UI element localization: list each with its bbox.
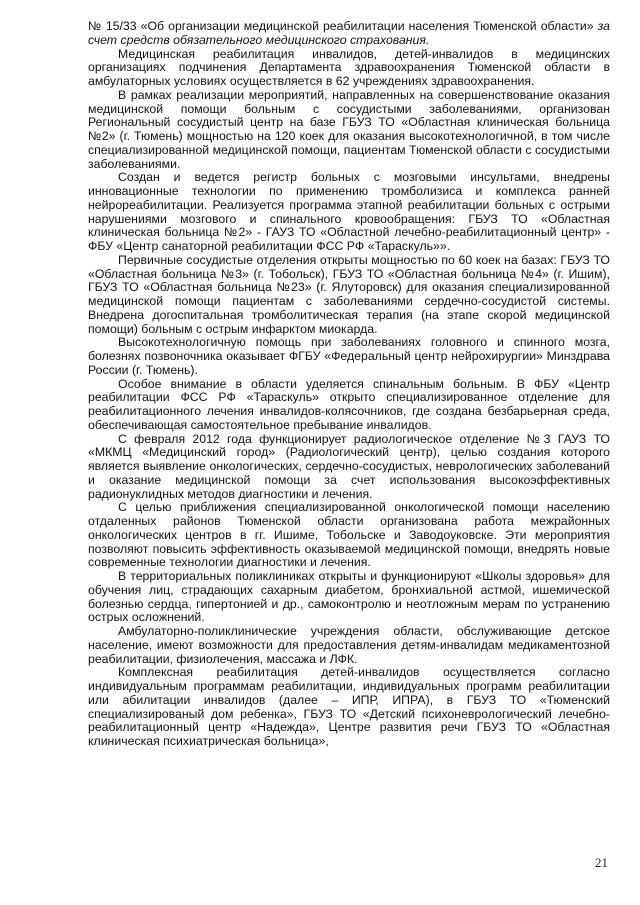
paragraph-3: В рамках реализации мероприятий, направленных на совершенствование оказания медицинской помощи больным с сосудистыми заболеваниями, организован Региональный сосудистый центр на базе ГБУЗ ТО «Областная клиническая больница №2» (г. Тюмень) мощностью на 120 коек для оказания высокотехнологичной, в том числе специализированной медицинской помощи, пациентам Тюменской области с сосудистыми заболеваниями. [88, 87, 610, 171]
paragraph-7: Особое внимание в области уделяется спинальным больным. В ФБУ «Центр реабилитации ФСС РФ «Тараскуль» открыто специализированное отделение для реабилитационного лечения инвалидов-колясочников, где создана безбарьерная среда, обеспечивающая самостоятельное пребывание инвалидов. [88, 376, 610, 432]
document-page [88, 20, 610, 749]
paragraph-1-italic-tail: за счет средств обязательного медицинского страхования. [88, 19, 610, 47]
paragraph-1 [88, 20, 610, 48]
paragraph-5: Первичные сосудистые отделения открыты мощностью по 60 коек на базах: ГБУЗ ТО «Областная больница №3» (г. Тобольск), ГБУЗ ТО «Областная больница №4» (г. Ишим), ГБУЗ ТО «Областная больница №23» (г. Ялуторовск) для оказания специализированной медицинской помощи пациентам с заболеваниями сердечно-сосудистой системы. Внедрена догоспитальная тромболитическая терапия (на этапе скорой медицинской помощи) больным с острым инфарктом миокарда. [88, 252, 610, 336]
paragraph-8: С февраля 2012 года функционирует радиологическое отделение №3 ГАУЗ ТО «МКМЦ «Медицинский город» (Радиологический центр), целью создания которого является выявление онкологических, сердечно-сосудистых, неврологических заболеваний и оказание медицинской помощи за счет использования высокоэффективных радионуклидных методов диагностики и лечения. [88, 431, 610, 501]
paragraph-10: В территориальных поликлиниках открыты и функционируют «Школы здоровья» для обучения лиц, страдающих сахарным диабетом, бронхиальной астмой, ишемической болезнью сердца, гипертонией и др., самоконтролю и неотложным мерам по устранению острых осложнений. [88, 569, 610, 625]
paragraph-2: Медицинская реабилитация инвалидов, детей-инвалидов в медицинских организациях подчинения Департамента здравоохранения Тюменской области в амбулаторных условиях осуществляется в 62 учреждениях здравоохранения. [88, 46, 610, 88]
page-number: 21 [595, 855, 608, 870]
paragraph-4: Создан и ведется регистр больных с мозговыми инсультами, внедрены инновационные технологии по применению тромболизиса и комплекса ранней нейрореабилитации. Реализуется программа этапной реабилитации больных с острыми нарушениями мозгового и спинального кровообращения: ГБУЗ ТО «Областная клиническая больница №2» - ГАУЗ ТО «Областной лечебно-реабилитационный центр» - ФБУ «Центр санаторной реабилитации ФСС РФ «Тараскуль»». [88, 170, 610, 253]
paragraph-9: С целью приближения специализированной онкологической помощи населению отдаленных районов Тюменской области организована работа межрайонных онкологических центров в гг. Ишиме, Тобольске и Заводоуковске. Эти мероприятия позволяют повысить эффективность оказываемой медицинской помощи, внедрять новые современные технологии диагностики и лечения. [88, 500, 610, 570]
paragraph-12: Комплексная реабилитация детей-инвалидов осуществляется согласно индивидуальным программам реабилитации, индивидуальных программ реабилитации или абилитации инвалидов (далее – ИПР, ИПРА), в ГБУЗ ТО «Тюменский специализированый дом ребенка», ГБУЗ ТО «Детский психоневрологический лечебно-реабилитационный центр «Надежда», Центре развития речи ГБУЗ ТО «Областная клиническая психиатрическая больница», [88, 665, 610, 748]
paragraph-1-text: № 15/33 «Об организации медицинской реабилитации населения Тюменской области» [88, 19, 598, 33]
paragraph-6: Высокотехнологичную помощь при заболеваниях головного и спинного мозга, болезнях позвоночника оказывает ФГБУ «Федеральный центр нейрохирургии» Минздрава России (г. Тюмень). [88, 335, 610, 377]
paragraph-11: Амбулаторно-поликлинические учреждения области, обслуживающие детское население, имеют возможности для предоставления детям-инвалидам медикаментозной реабилитации, физиолечения, массажа и ЛФК. [88, 624, 610, 666]
